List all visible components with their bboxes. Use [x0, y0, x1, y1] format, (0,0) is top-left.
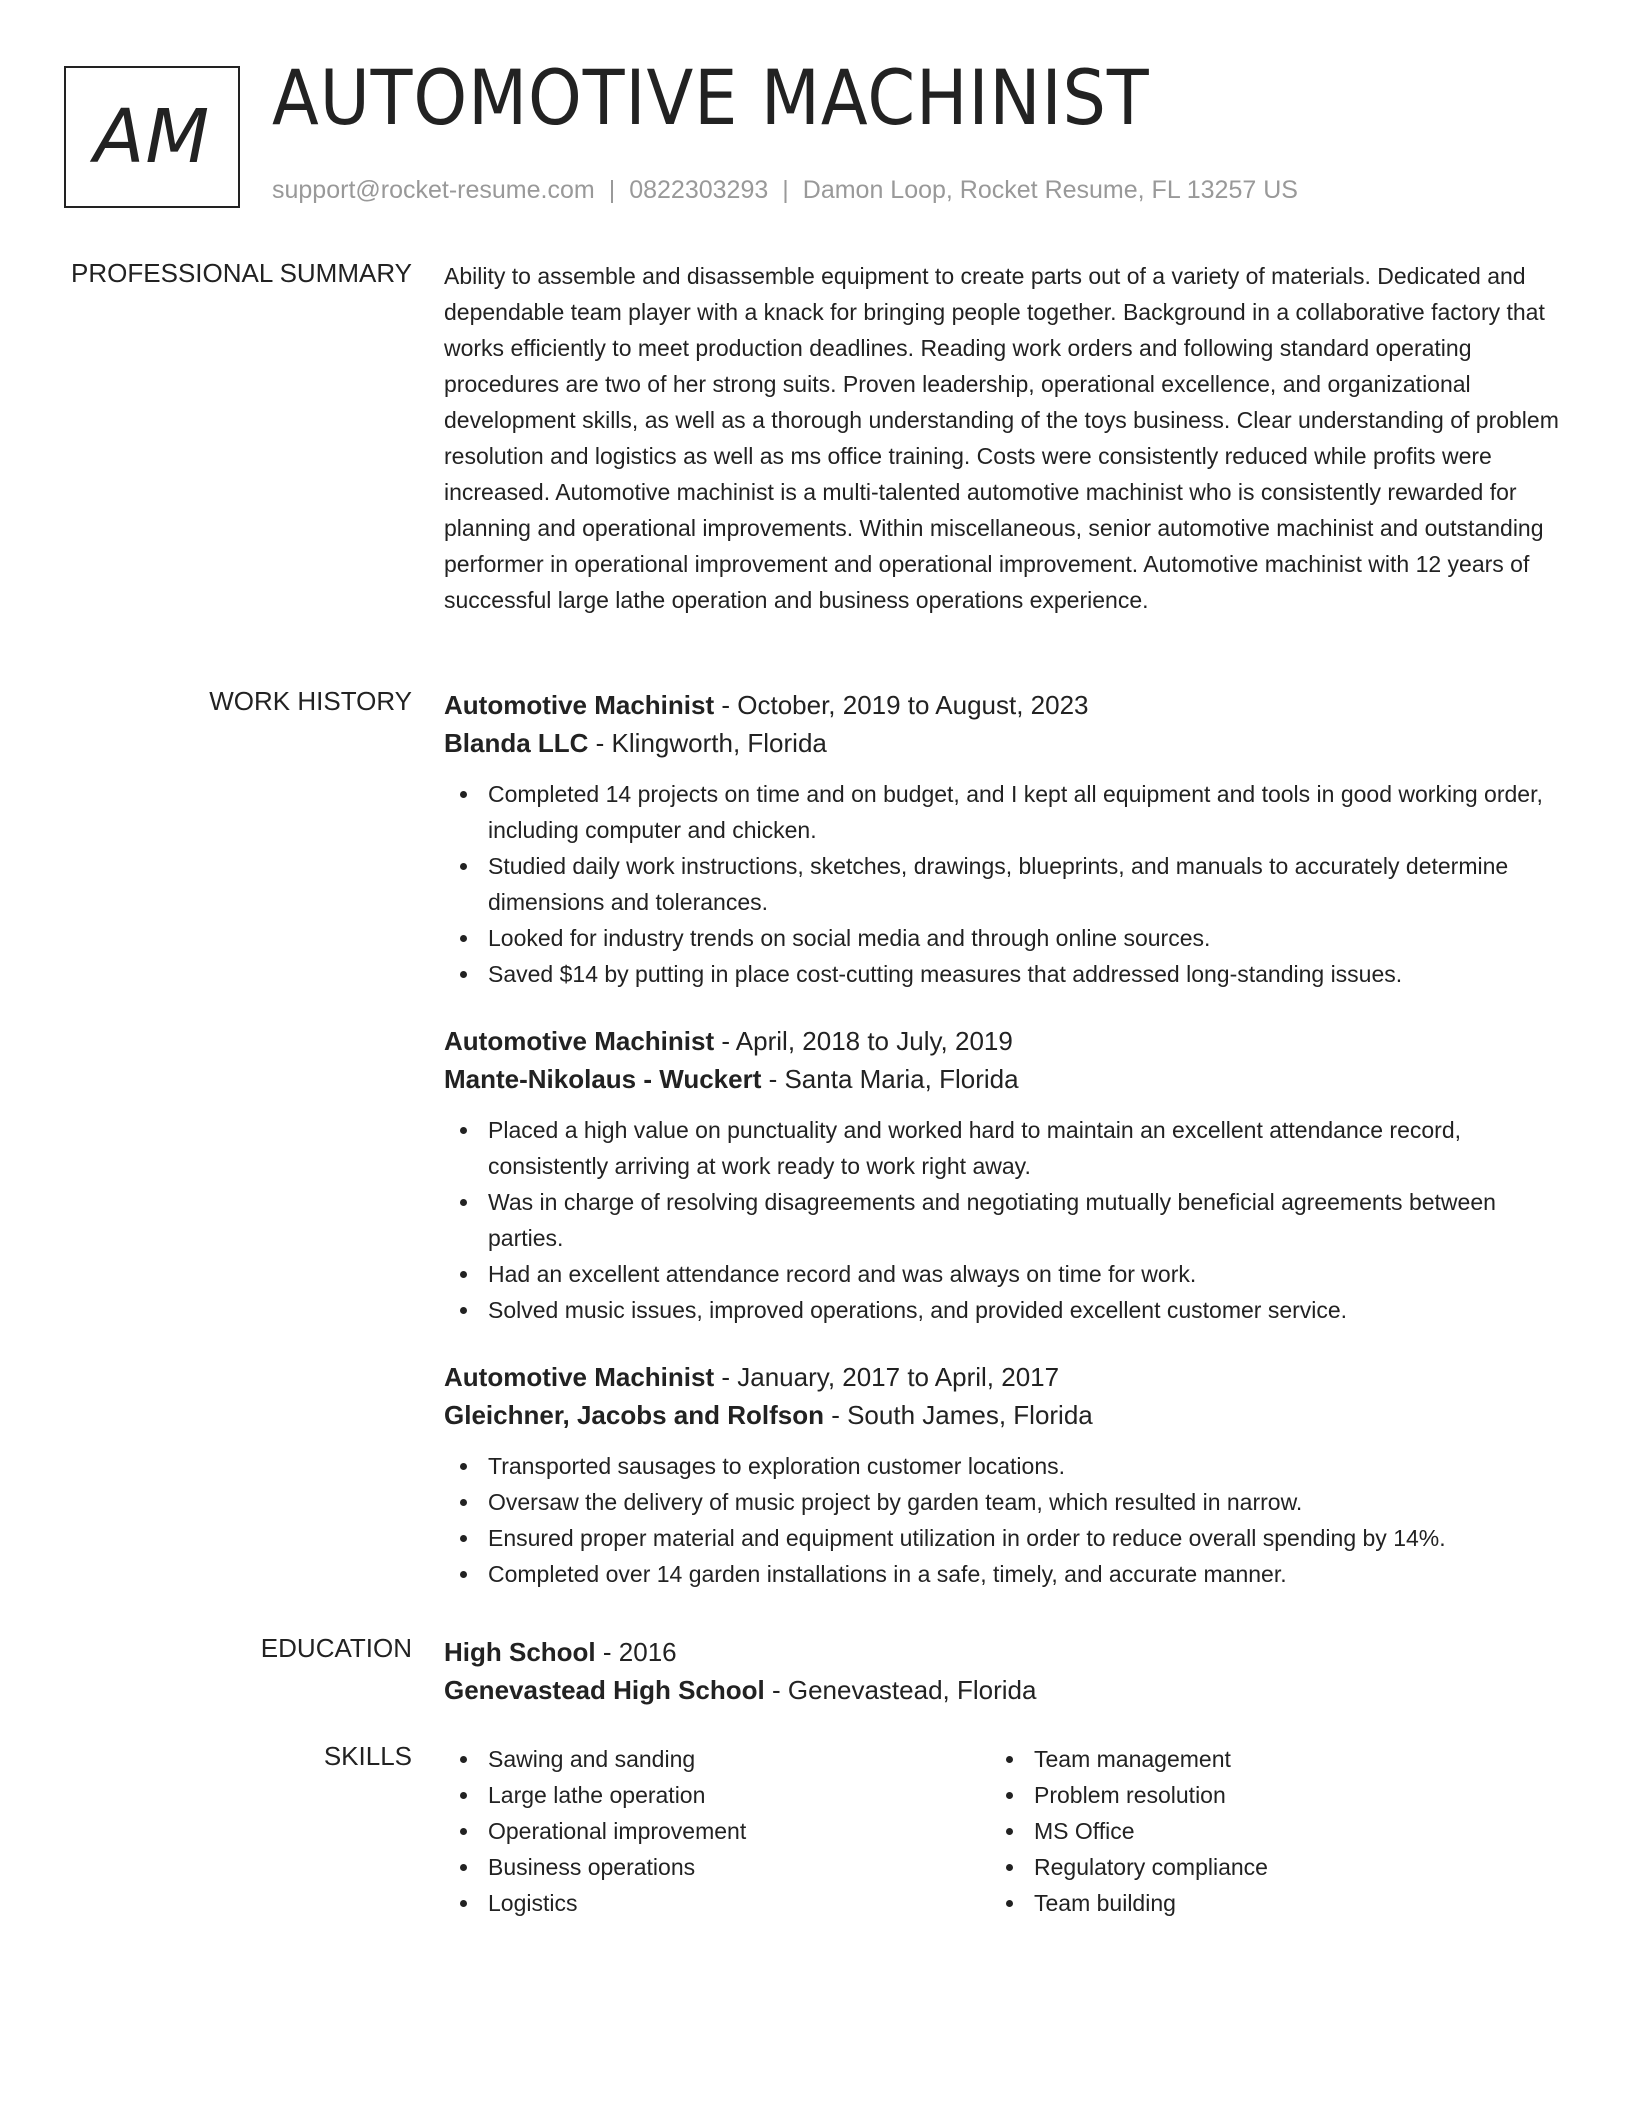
job-company-line	[444, 1396, 1560, 1434]
job-company-line	[444, 724, 1560, 762]
job-location: - South James, Florida	[823, 1400, 1093, 1430]
education-school-line	[444, 1671, 1560, 1709]
list-item: Oversaw the delivery of music project by garden team, which resulted in narrow.	[444, 1484, 1560, 1520]
skills-list-left	[444, 1741, 990, 1921]
job-title: Automotive Machinist	[444, 1026, 715, 1056]
list-item: Had an excellent attendance record and was always on time for work.	[444, 1256, 1560, 1292]
contact-separator: |	[782, 176, 789, 204]
list-item: Transported sausages to exploration customer locations.	[444, 1448, 1560, 1484]
job-company: Gleichner, Jacobs and Rolfson	[444, 1400, 824, 1430]
job-title-line	[444, 686, 1560, 724]
job-company-line	[444, 1060, 1560, 1098]
job-company: Blanda LLC	[444, 728, 589, 758]
skill-item: Regulatory compliance	[990, 1849, 1536, 1885]
job-bullets	[444, 1448, 1560, 1592]
list-item: Was in charge of resolving disagreements and negotiating mutually beneficial agreements between parties.	[444, 1184, 1560, 1256]
job-dates: - January, 2017 to April, 2017	[714, 1362, 1060, 1392]
job-entry	[444, 1358, 1560, 1592]
page-title: AUTOMOTIVE MACHINIST	[272, 53, 1150, 142]
job-title: Automotive Machinist	[444, 690, 715, 720]
contact-phone: 0822303293	[629, 176, 769, 204]
skill-item: Sawing and sanding	[444, 1741, 990, 1777]
skills-list-right	[990, 1741, 1536, 1921]
list-item: Placed a high value on punctuality and worked hard to maintain an excellent attendance record, consistently arriving at work ready to work right away.	[444, 1112, 1560, 1184]
skill-item: Operational improvement	[444, 1813, 990, 1849]
skill-item: Team building	[990, 1885, 1536, 1921]
job-dates: - April, 2018 to July, 2019	[714, 1026, 1013, 1056]
list-item: Completed over 14 garden installations in a safe, timely, and accurate manner.	[444, 1556, 1560, 1592]
list-item: Studied daily work instructions, sketches, drawings, blueprints, and manuals to accurately determine dimensions and tolerances.	[444, 848, 1560, 920]
job-location: - Santa Maria, Florida	[761, 1064, 1019, 1094]
job-location: - Klingworth, Florida	[588, 728, 827, 758]
contact-address: Damon Loop, Rocket Resume, FL 13257 US	[802, 176, 1298, 204]
list-item: Completed 14 projects on time and on budget, and I kept all equipment and tools in good working order, including computer and chicken.	[444, 776, 1560, 848]
job-bullets	[444, 776, 1560, 992]
education-location: - Genevastead, Florida	[764, 1675, 1037, 1705]
section-label-skills: SKILLS	[323, 1741, 412, 1771]
skills-columns	[444, 1741, 1560, 1921]
job-entry	[444, 1022, 1560, 1328]
contact-line	[272, 176, 1298, 205]
education-school: Genevastead High School	[444, 1675, 765, 1705]
skill-item: Business operations	[444, 1849, 990, 1885]
skill-item: MS Office	[990, 1813, 1536, 1849]
summary-text: Ability to assemble and disassemble equipment to create parts out of a variety of materials. Dedicated and dependable team player with a knack for bringing people together. Background in a collaborative factory that works efficiently to meet production deadlines. Reading work orders and following standard operating procedures are two of her strong suits. Proven leadership, operational excellence, and organizational development skills, as well as a thorough understanding of the toys business. Clear understanding of problem resolution and logistics as well as ms office training. Costs were consistently reduced while profits were increased. Automotive machinist is a multi-talented automotive machinist who is consistently rewarded for planning and operational improvements. Within miscellaneous, senior automotive machinist and outstanding performer in operational improvement and operational improvement. Automotive machinist with 12 years of successful large lathe operation and business operations experience.	[444, 263, 1559, 613]
contact-separator: |	[608, 176, 616, 204]
education-degree-line	[444, 1633, 1560, 1671]
education-year: - 2016	[595, 1637, 677, 1667]
job-dates: - October, 2019 to August, 2023	[714, 690, 1089, 720]
job-title-line	[444, 1358, 1560, 1396]
skill-item: Logistics	[444, 1885, 990, 1921]
job-company: Mante-Nikolaus - Wuckert	[444, 1064, 762, 1094]
skill-item: Large lathe operation	[444, 1777, 990, 1813]
job-title-line	[444, 1022, 1560, 1060]
job-title: Automotive Machinist	[444, 1362, 715, 1392]
list-item: Solved music issues, improved operations, and provided excellent customer service.	[444, 1292, 1560, 1328]
list-item: Saved $14 by putting in place cost-cutting measures that addressed long-standing issues.	[444, 956, 1560, 992]
contact-email: support@rocket-resume.com	[272, 176, 595, 204]
monogram: AM	[64, 66, 240, 208]
job-bullets	[444, 1112, 1560, 1328]
list-item: Looked for industry trends on social media and through online sources.	[444, 920, 1560, 956]
list-item: Ensured proper material and equipment utilization in order to reduce overall spending by 14%.	[444, 1520, 1560, 1556]
section-label-summary: PROFESSIONAL SUMMARY	[71, 258, 412, 288]
section-label-work-history: WORK HISTORY	[209, 686, 412, 716]
section-label-education: EDUCATION	[260, 1633, 412, 1663]
skill-item: Team management	[990, 1741, 1536, 1777]
education-degree: High School	[444, 1637, 596, 1667]
skill-item: Problem resolution	[990, 1777, 1536, 1813]
job-entry	[444, 686, 1560, 992]
